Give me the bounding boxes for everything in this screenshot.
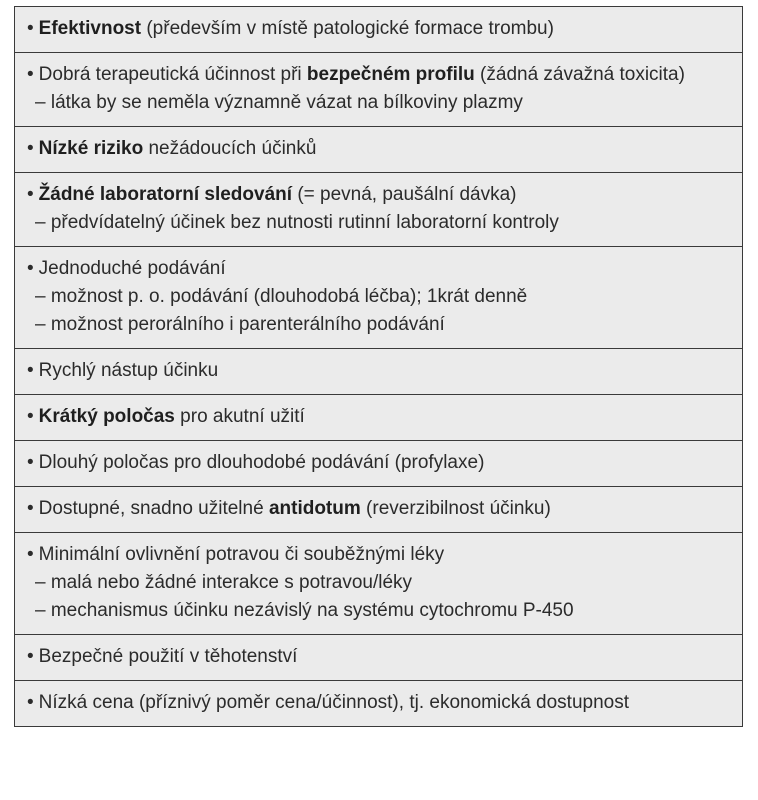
emphasized-text: antidotum (268, 498, 361, 519)
table-row (15, 7, 742, 53)
emphasized-text: Efektivnost (38, 18, 142, 39)
item-line (27, 449, 730, 477)
item-text: pro akutní užití (174, 406, 305, 427)
item-text: nežádoucích účinků (143, 138, 317, 159)
bullet-icon: • (27, 406, 34, 427)
sub-item-line (27, 283, 730, 311)
item-line (27, 689, 730, 717)
bullet-icon: • (27, 692, 34, 713)
bullet-icon: • (27, 360, 34, 381)
sub-item-line (27, 89, 730, 117)
item-text: – možnost perorálního i parenterálního podávání (35, 314, 445, 335)
bullet-icon: • (27, 18, 34, 39)
bullet-icon: • (27, 646, 34, 667)
sub-item-line (27, 569, 730, 597)
item-text: (reverzibilnost účinku) (360, 498, 551, 519)
requirements-table (14, 6, 743, 727)
item-text: – možnost p. o. podávání (dlouhodobá léčba); 1krát denně (35, 286, 528, 307)
sub-item-line (27, 209, 730, 237)
item-text: (především v místě patologické formace trombu) (141, 18, 554, 39)
bullet-icon: • (27, 138, 34, 159)
emphasized-text: Nízké riziko (38, 138, 144, 159)
item-text: Rychlý nástup účinku (38, 360, 219, 381)
bullet-icon: • (27, 544, 34, 565)
item-text: – malá nebo žádné interakce s potravou/léky (35, 572, 413, 593)
item-text: – předvídatelný účinek bez nutnosti rutinní laboratorní kontroly (35, 212, 559, 233)
emphasized-text: Krátký poločas (38, 406, 175, 427)
bullet-icon: • (27, 184, 34, 205)
emphasized-text: Žádné laboratorní sledování (38, 184, 293, 205)
table-row (15, 635, 742, 681)
item-text: (žádná závažná toxicita) (474, 64, 685, 85)
emphasized-text: bezpečném profilu (306, 64, 475, 85)
item-text: Nízká cena (příznivý poměr cena/účinnost), tj. ekonomická dostupnost (38, 692, 629, 713)
sub-item-line (27, 311, 730, 339)
item-text: (= pevná, paušální dávka) (292, 184, 517, 205)
table-row (15, 247, 742, 349)
item-text: Bezpečné použití v těhotenství (38, 646, 298, 667)
item-line (27, 357, 730, 385)
table-row (15, 395, 742, 441)
item-line (27, 255, 730, 283)
item-text: Dlouhý poločas pro dlouhodobé podávání (profylaxe) (38, 452, 485, 473)
item-line (27, 61, 730, 89)
item-line (27, 403, 730, 431)
table-row (15, 681, 742, 726)
bullet-icon: • (27, 498, 34, 519)
table-row (15, 487, 742, 533)
table-row (15, 127, 742, 173)
sub-item-line (27, 597, 730, 625)
bullet-icon: • (27, 452, 34, 473)
item-line (27, 495, 730, 523)
item-text: Dostupné, snadno užitelné (38, 498, 269, 519)
item-line (27, 15, 730, 43)
bullet-icon: • (27, 258, 34, 279)
item-line (27, 181, 730, 209)
item-line (27, 541, 730, 569)
item-text: – mechanismus účinku nezávislý na systému cytochromu P-450 (35, 600, 574, 621)
item-line (27, 135, 730, 163)
item-text: – látka by se neměla významně vázat na bílkoviny plazmy (35, 92, 523, 113)
item-text: Dobrá terapeutická účinnost při (38, 64, 307, 85)
item-text: Jednoduché podávání (38, 258, 226, 279)
table-row (15, 441, 742, 487)
bullet-icon: • (27, 64, 34, 85)
table-row (15, 349, 742, 395)
item-text: Minimální ovlivnění potravou či souběžnými léky (38, 544, 445, 565)
table-row (15, 53, 742, 127)
item-line (27, 643, 730, 671)
table-row (15, 173, 742, 247)
table-row (15, 533, 742, 635)
